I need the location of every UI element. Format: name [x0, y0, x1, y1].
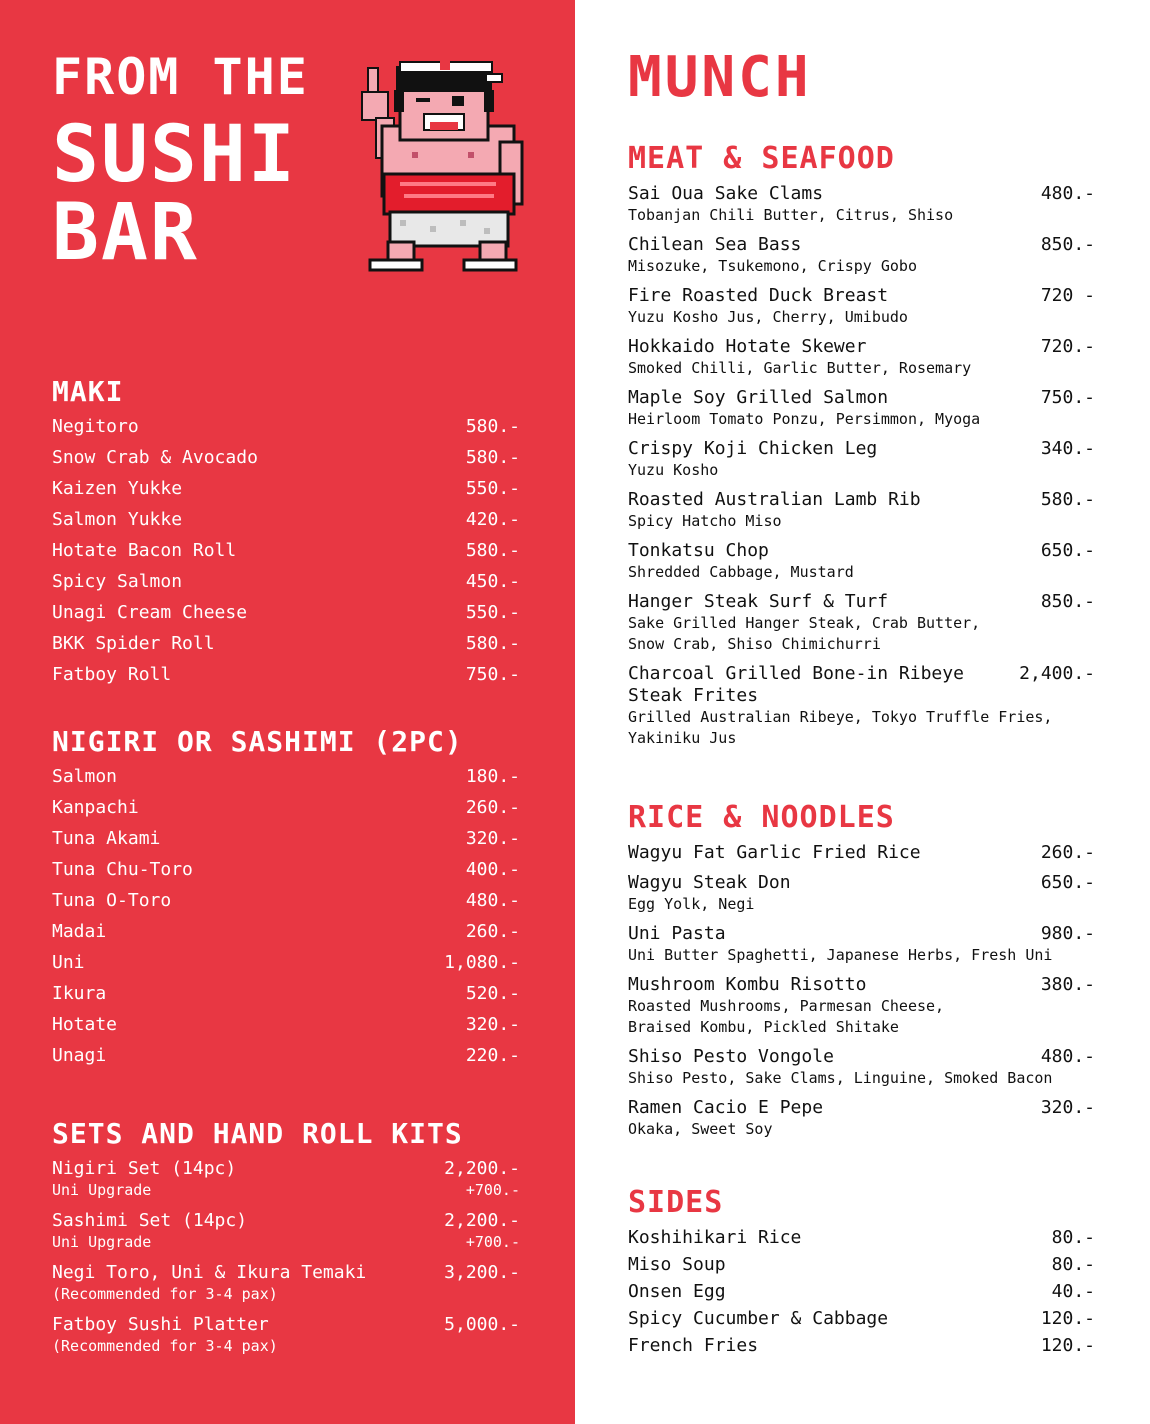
nigiri-section-title: NIGIRI OR SASHIMI (2PC): [52, 725, 463, 758]
list-item: [52, 983, 520, 1014]
item-name: Tuna Akami: [52, 828, 161, 849]
item-name: BKK Spider Roll: [52, 633, 215, 654]
item-price: 550.-: [465, 478, 520, 499]
sets-section-title: SETS AND HAND ROLL KITS: [52, 1117, 463, 1150]
item-price: 220.-: [465, 1045, 520, 1066]
item-price: 340.-: [1040, 438, 1095, 459]
munch-title: MUNCH: [628, 45, 812, 110]
item-name: French Fries: [628, 1335, 759, 1356]
item-price: 2,200.-: [444, 1210, 520, 1231]
list-item: [628, 438, 1095, 481]
list-item: [52, 416, 520, 447]
list-item: [628, 1254, 1095, 1281]
item-name: Kaizen Yukke: [52, 478, 183, 499]
sets-list: [52, 1158, 520, 1364]
item-name: Uni: [52, 952, 85, 973]
item-description: Tobanjan Chili Butter, Citrus, Shiso: [628, 206, 954, 224]
list-item: [52, 478, 520, 509]
list-item: [52, 1045, 520, 1076]
item-name: Spicy Salmon: [52, 571, 183, 592]
item-sub: (Recommended for 3-4 pax): [52, 1285, 278, 1303]
item-price: 180.-: [465, 766, 520, 787]
item-price: 750.-: [1040, 387, 1095, 408]
item-name: Salmon: [52, 766, 118, 787]
item-sub-price: +700.-: [465, 1181, 520, 1199]
maki-list: [52, 416, 520, 695]
item-description: Heirloom Tomato Ponzu, Persimmon, Myoga: [628, 410, 981, 428]
item-price: 400.-: [465, 859, 520, 880]
list-item: [52, 1314, 520, 1356]
item-name: Hanger Steak Surf & Turf: [628, 591, 889, 612]
item-price: 580.-: [465, 633, 520, 654]
item-name: Tuna Chu-Toro: [52, 859, 193, 880]
item-price: 480.-: [1040, 1046, 1095, 1067]
item-name: Kanpachi: [52, 797, 139, 818]
item-description: Shredded Cabbage, Mustard: [628, 563, 854, 581]
rice-noodles-list: [628, 842, 1095, 1148]
item-name: Hokkaido Hotate Skewer: [628, 336, 867, 357]
list-item: [628, 1281, 1095, 1308]
item-name: Snow Crab & Avocado: [52, 447, 258, 468]
item-sub: Uni Upgrade: [52, 1233, 152, 1251]
list-item: [52, 1014, 520, 1045]
item-price: 40.-: [1051, 1281, 1095, 1302]
item-name: Sai Oua Sake Clams: [628, 183, 824, 204]
item-price: 850.-: [1040, 591, 1095, 612]
item-price: 650.-: [1040, 540, 1095, 561]
list-item: [52, 766, 520, 797]
item-name: Koshihikari Rice: [628, 1227, 802, 1248]
item-description: Shiso Pesto, Sake Clams, Linguine, Smoked Bacon: [628, 1069, 1053, 1087]
item-description: Misozuke, Tsukemono, Crispy Gobo: [628, 257, 917, 275]
list-item: [628, 387, 1095, 430]
item-name: Unagi Cream Cheese: [52, 602, 248, 623]
list-item: [52, 447, 520, 478]
item-price: 580.-: [465, 416, 520, 437]
item-price: 80.-: [1051, 1227, 1095, 1248]
maki-section-title: MAKI: [52, 375, 124, 408]
nigiri-list: [52, 766, 520, 1076]
item-price: 520.-: [465, 983, 520, 1004]
item-description: Sake Grilled Hanger Steak, Crab Butter,: [628, 614, 981, 632]
item-price: 480.-: [465, 890, 520, 911]
list-item: [52, 1262, 520, 1304]
item-description: Braised Kombu, Pickled Shitake: [628, 1018, 899, 1036]
item-price: 720.-: [1040, 336, 1095, 357]
item-name: Tonkatsu Chop: [628, 540, 769, 561]
item-price: 720 -: [1040, 285, 1095, 306]
item-description: Smoked Chilli, Garlic Butter, Rosemary: [628, 359, 972, 377]
item-price: 2,400.-: [1019, 663, 1095, 684]
item-description: Yakiniku Jus: [628, 729, 737, 747]
list-item: [628, 540, 1095, 583]
item-name: Tuna O-Toro: [52, 890, 172, 911]
item-name: Sashimi Set (14pc): [52, 1210, 248, 1231]
list-item: [628, 923, 1095, 966]
item-price: 380.-: [1040, 974, 1095, 995]
list-item: [628, 872, 1095, 915]
list-item: [628, 285, 1095, 328]
item-name: Charcoal Grilled Bone-in Ribeye Steak Frites: [628, 663, 964, 706]
item-price: 750.-: [465, 664, 520, 685]
rice-noodles-section-title: RICE & NOODLES: [628, 800, 895, 835]
item-name: Wagyu Steak Don: [628, 872, 791, 893]
headline-line-1: FROM THE: [52, 48, 309, 106]
list-item: [628, 663, 1095, 749]
item-description: Grilled Australian Ribeye, Tokyo Truffle Fries,: [628, 708, 1053, 726]
list-item: [628, 1097, 1095, 1140]
item-price: 980.-: [1040, 923, 1095, 944]
list-item: [628, 1227, 1095, 1254]
list-item: [628, 489, 1095, 532]
list-item: [52, 633, 520, 664]
meat-seafood-section-title: MEAT & SEAFOOD: [628, 141, 895, 176]
list-item: [52, 1210, 520, 1252]
list-item: [52, 1158, 520, 1200]
list-item: [52, 828, 520, 859]
item-price: 450.-: [465, 571, 520, 592]
list-item: [52, 859, 520, 890]
item-name: Ikura: [52, 983, 107, 1004]
item-name: Onsen Egg: [628, 1281, 726, 1302]
item-price: 260.-: [465, 797, 520, 818]
list-item: [628, 234, 1095, 277]
item-name: Unagi: [52, 1045, 107, 1066]
list-item: [52, 540, 520, 571]
list-item: [52, 602, 520, 633]
item-description: Spicy Hatcho Miso: [628, 512, 782, 530]
item-name: Hotate Bacon Roll: [52, 540, 237, 561]
item-price: 320.-: [465, 828, 520, 849]
item-price: 3,200.-: [444, 1262, 520, 1283]
item-name: Nigiri Set (14pc): [52, 1158, 237, 1179]
item-name: Hotate: [52, 1014, 118, 1035]
list-item: [52, 571, 520, 602]
item-description: Snow Crab, Shiso Chimichurri: [628, 635, 881, 653]
meat-seafood-list: [628, 183, 1095, 757]
item-name: Madai: [52, 921, 107, 942]
item-sub: Uni Upgrade: [52, 1181, 152, 1199]
item-description: Yuzu Kosho Jus, Cherry, Umibudo: [628, 308, 908, 326]
list-item: [628, 974, 1095, 1038]
item-name: Fatboy Sushi Platter: [52, 1314, 269, 1335]
item-price: 580.-: [465, 540, 520, 561]
item-name: Maple Soy Grilled Salmon: [628, 387, 889, 408]
item-price: 420.-: [465, 509, 520, 530]
item-name: Ramen Cacio E Pepe: [628, 1097, 824, 1118]
list-item: [628, 183, 1095, 226]
list-item: [52, 664, 520, 695]
item-name: Roasted Australian Lamb Rib: [628, 489, 921, 510]
item-price: 480.-: [1040, 183, 1095, 204]
item-price: 550.-: [465, 602, 520, 623]
list-item: [628, 842, 1095, 864]
item-name: Mushroom Kombu Risotto: [628, 974, 867, 995]
item-name: Spicy Cucumber & Cabbage: [628, 1308, 889, 1329]
list-item: [628, 1335, 1095, 1362]
sides-section-title: SIDES: [628, 1185, 724, 1220]
item-price: 5,000.-: [444, 1314, 520, 1335]
item-sub: (Recommended for 3-4 pax): [52, 1337, 278, 1355]
item-name: Uni Pasta: [628, 923, 726, 944]
item-name: Negi Toro, Uni & Ikura Temaki: [52, 1262, 367, 1283]
list-item: [52, 890, 520, 921]
item-name: Fire Roasted Duck Breast: [628, 285, 889, 306]
item-name: Fatboy Roll: [52, 664, 172, 685]
item-name: Salmon Yukke: [52, 509, 183, 530]
item-price: 120.-: [1040, 1335, 1095, 1356]
item-price: 120.-: [1040, 1308, 1095, 1329]
item-sub-price: +700.-: [465, 1233, 520, 1251]
list-item: [628, 591, 1095, 655]
item-description: Okaka, Sweet Soy: [628, 1120, 773, 1138]
sumo-sushi-chef-mascot-icon: [360, 56, 530, 276]
munch-panel: [575, 0, 1150, 1424]
list-item: [52, 509, 520, 540]
list-item: [52, 797, 520, 828]
item-price: 580.-: [465, 447, 520, 468]
item-price: 260.-: [465, 921, 520, 942]
item-price: 850.-: [1040, 234, 1095, 255]
item-name: Wagyu Fat Garlic Fried Rice: [628, 842, 921, 863]
item-price: 580.-: [1040, 489, 1095, 510]
item-price: 650.-: [1040, 872, 1095, 893]
item-price: 1,080.-: [444, 952, 520, 973]
item-description: Roasted Mushrooms, Parmesan Cheese,: [628, 997, 945, 1015]
item-name: Chilean Sea Bass: [628, 234, 802, 255]
item-price: 2,200.-: [444, 1158, 520, 1179]
item-name: Crispy Koji Chicken Leg: [628, 438, 878, 459]
headline-line-2: SUSHI: [52, 110, 297, 200]
list-item: [628, 1308, 1095, 1335]
item-name: Shiso Pesto Vongole: [628, 1046, 834, 1067]
headline-line-3: BAR: [52, 188, 199, 278]
item-price: 80.-: [1051, 1254, 1095, 1275]
item-name: Negitoro: [52, 416, 139, 437]
list-item: [52, 952, 520, 983]
item-price: 320.-: [465, 1014, 520, 1035]
list-item: [52, 921, 520, 952]
list-item: [628, 336, 1095, 379]
item-price: 260.-: [1040, 842, 1095, 863]
item-description: Uni Butter Spaghetti, Japanese Herbs, Fresh Uni: [628, 946, 1053, 964]
list-item: [628, 1046, 1095, 1089]
item-name: Miso Soup: [628, 1254, 726, 1275]
item-description: Yuzu Kosho: [628, 461, 719, 479]
item-price: 320.-: [1040, 1097, 1095, 1118]
sides-list: [628, 1227, 1095, 1362]
item-description: Egg Yolk, Negi: [628, 895, 755, 913]
